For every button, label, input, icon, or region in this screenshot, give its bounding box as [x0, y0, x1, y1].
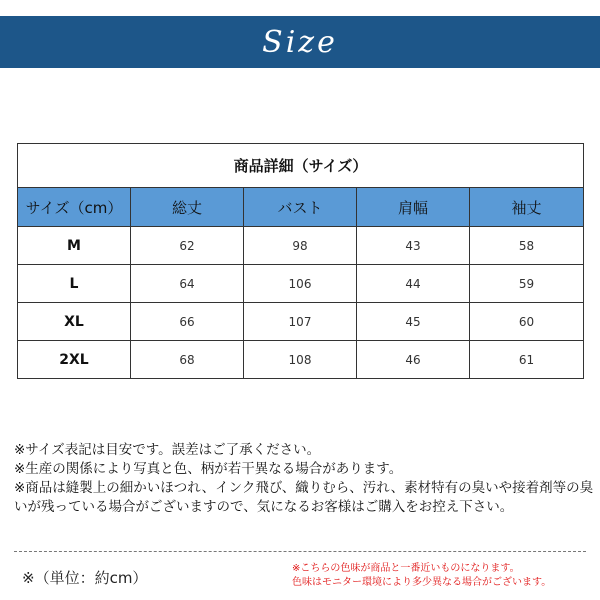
table-cell: 62 [131, 227, 244, 265]
size-cell: XL [18, 303, 131, 341]
table-cell: 108 [244, 341, 357, 379]
color-disclaimer [292, 562, 592, 590]
table-cell: 61 [470, 341, 584, 379]
header-size: サイズ（cm） [18, 188, 131, 227]
table-cell: 45 [357, 303, 470, 341]
dashed-divider [14, 551, 586, 552]
note-color-difference: ※生産の関係により写真と色、柄が若干異なる場合があります。 [14, 461, 403, 477]
table-cell: 43 [357, 227, 470, 265]
size-banner [0, 16, 600, 68]
table-caption: 商品詳細（サイズ） [18, 144, 584, 188]
table-cell: 107 [244, 303, 357, 341]
table-cell: 66 [131, 303, 244, 341]
table-row [18, 303, 584, 341]
table-row [18, 265, 584, 303]
table-row [18, 341, 584, 379]
table-header-row [18, 188, 584, 227]
table-cell: 58 [470, 227, 584, 265]
table-cell: 60 [470, 303, 584, 341]
banner-title: Size [262, 24, 338, 60]
size-chart-table [17, 143, 584, 379]
header-sleeve-length: 袖丈 [470, 188, 584, 227]
header-total-length: 総丈 [131, 188, 244, 227]
disclaimer-line: 色味はモニター環境により多少異なる場合がございます。 [292, 577, 552, 588]
header-bust: バスト [244, 188, 357, 227]
table-caption-row [18, 144, 584, 188]
table-cell: 106 [244, 265, 357, 303]
header-shoulder-width: 肩幅 [357, 188, 470, 227]
table-cell: 64 [131, 265, 244, 303]
notes [14, 441, 594, 517]
table-row [18, 227, 584, 265]
table-cell: 68 [131, 341, 244, 379]
note-sewing-defects: ※商品は縫製上の細かいほつれ、インク飛び、織りむら、汚れ、素材特有の臭いや接着剤等の臭いが残っている場合がございますので、気になるお客様はご購入をお控え下さい。 [14, 480, 594, 515]
size-cell: 2XL [18, 341, 131, 379]
table-cell: 44 [357, 265, 470, 303]
table-cell: 59 [470, 265, 584, 303]
disclaimer-line: ※こちらの色味が商品と一番近いものになります。 [292, 563, 520, 574]
table-cell: 46 [357, 341, 470, 379]
note-size-guide: ※サイズ表記は目安です。誤差はご了承ください。 [14, 442, 321, 458]
table-cell: 98 [244, 227, 357, 265]
size-cell: M [18, 227, 131, 265]
size-cell: L [18, 265, 131, 303]
unit-note: ※（単位：約cm） [22, 569, 148, 587]
